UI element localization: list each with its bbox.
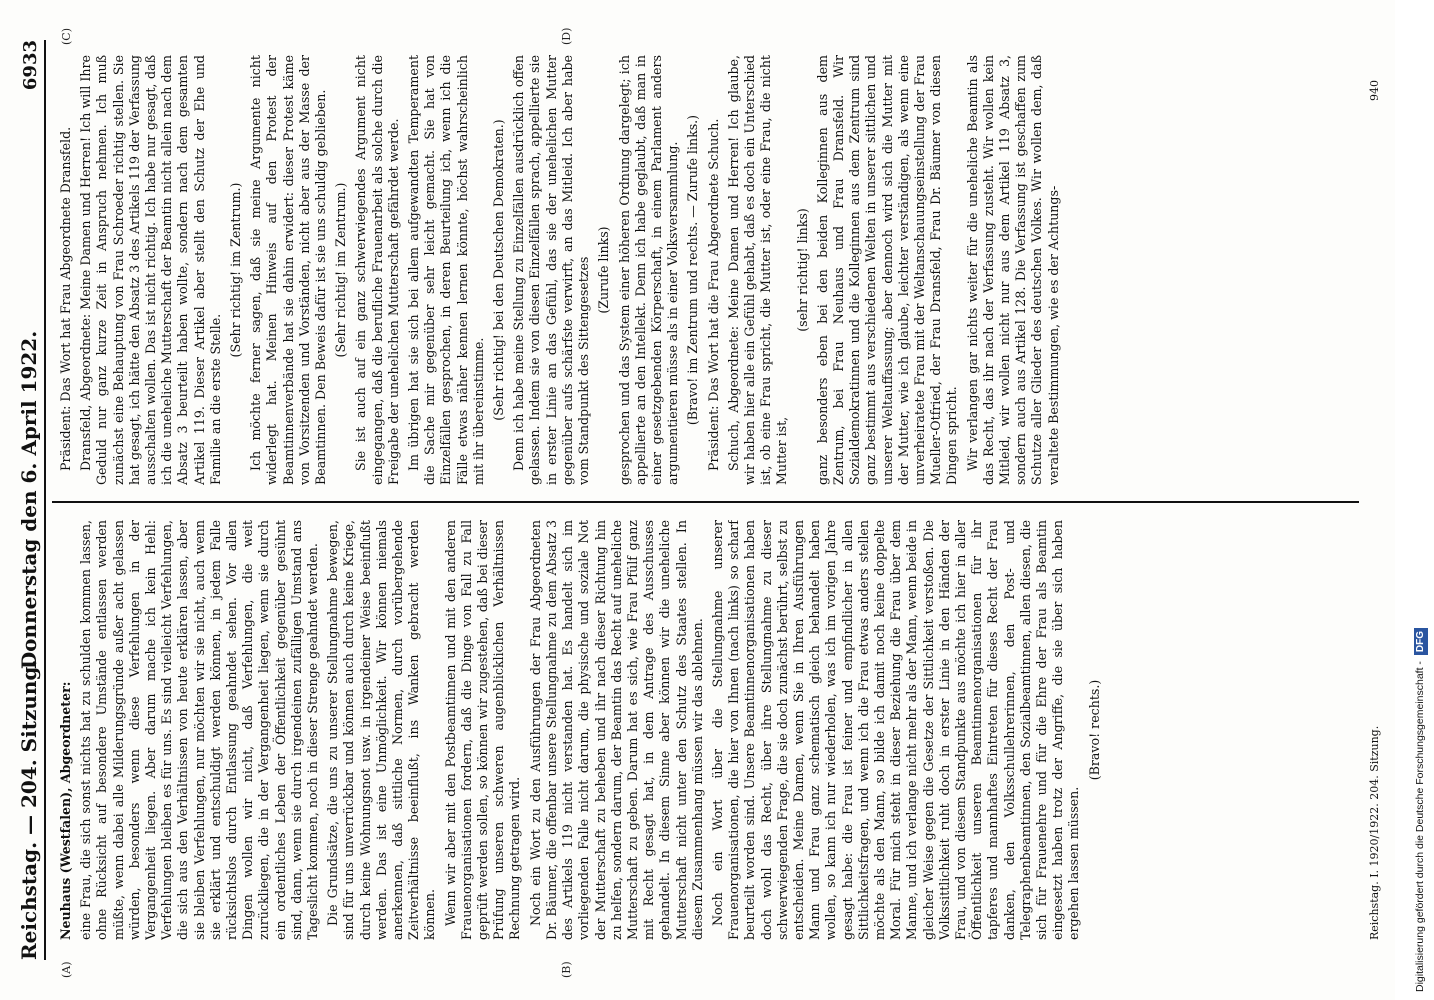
paragraph: Die Grundsätze, die uns zu unserer Stellungnahme bewegen, sind für uns unverrückbar und können auch durch keine Kriege, durch keine Wohnungsnot usw. in irgendeiner Weise beeinflußt werden. Das ist eine Unmöglichkeit. Wir können niemals anerkennen, daß sittliche Normen, durch vorübergehende Zeitverhältnisse beeinflußt, ins Wanken gebracht werden können.: [325, 520, 438, 940]
dfg-logo: DFG: [1414, 628, 1428, 655]
paragraph: Dransfeld, Abgeordnete: Meine Damen und Herren! Ich will Ihre Geduld nur ganz kurze Zeit in Anspruch nehmen. Ich muß zunächst eine Behauptung von Frau Schroeder richtig stellen. Sie hat gesagt, ich hätte den Absatz 3 des Artikels 119 der Verfassung ausschalten wollen. Das ist nicht richtig. Ich habe nur gesagt, daß ich die uneheliche Mutterschaft der Beamtin nicht allein nach dem Absatz 3 beurteilt haben wollte, sondern nach dem gesamten Artikel 119. Dieser Artikel aber stellt den Schutz der Ehe und Familie an die erste Stelle.: [78, 55, 223, 485]
paragraph: Denn ich habe meine Stellung zu Einzelfällen ausdrücklich offen gelassen. Indem sie von diesen Einzelfällen sprach, appellierte sie in erster Linie an das Gefühl, das sie der unehelichen Mutter gegenüber aufs schärfste verwirft, an das Mitleid. Ich aber habe vom Standpunkt des Sittengesetzes: [511, 55, 592, 485]
header-left: Reichstag. — 204. Sitzung.: [17, 659, 41, 960]
margin-mark-d: (D): [560, 27, 573, 45]
margin-mark-c: (C): [60, 28, 73, 45]
paragraph: Im übrigen hat sie sich bei allem aufgewandten Temperament die Sache mir gegenüber sehr leicht gemacht. Sie hat von Einzelfällen gesprochen, in deren Beurteilung ich, wenn ich die Fälle etwas näher kennen lernen könnte, höchst wahrscheinlich mit ihr übereinstimme.: [406, 55, 486, 485]
interjection: (Bravo! im Zentrum und rechts. — Zurufe links.): [685, 114, 701, 426]
page-number: 6933: [20, 40, 41, 91]
applause-note: (Bravo! rechts.): [1086, 679, 1102, 781]
paragraph: Noch ein Wort über die Stellungnahme unserer Frauenorganisationen, die hier von Ihnen (nach links) so scharf beurteilt worden sind. Unsere Beamtinnenorganisationen haben doch wohl das Recht, über ihre Stellungnahme zu dieser schwerwiegenden Frage, die sie doch zunächst berührt, selbst zu entscheiden. Meine Damen, wenn Sie in Ihren Ausführungen Mann und Frau ganz schematisch gleich behandelt haben wollen, so kann ich nur wiederholen, was ich im vorigen Jahre gesagt habe: die Frau ist feiner und empfindlicher in allen Sittlichkeitsfragen, und wenn ich die Frau etwas anders stellen möchte als den Mann, so bilde ich damit noch keine doppelte Moral. Für mich steht in dieser Beziehung die Frau über dem Manne, und ich verlange nicht mehr als der Mann, wenn beide in gleicher Weise gegen die Gesetze der Sittlichkeit verstoßen. Die Volkssittlichkeit ruht doch in erster Linie in den Händen der Frau, und von diesem Standpunkte aus möchte ich hier in aller Öffentlichkeit unseren Beamtinnenorganisationen für ihr tapferes und mannhaftes Eintreten für dieses Recht der Frau danken, den Volksschullehrerinnen, den Post- und Telegraphenbeamtinnen, den Sozialbeamtinnen, allen diesen, die sich für Frauenehre und für die Ehre der Frau als Beamtin eingesetzt haben trotz der Angriffe, die sie über sich haben ergehen lassen müssen.: [709, 520, 1082, 940]
paragraph: Schuch, Abgeordnete: Meine Damen und Herren! Ich glaube, wir haben hier alle ein Gefühl gehabt, daß es doch ein Unterschied ist, ob eine Frau spricht, die Mutter ist, oder eine Frau, die nicht Mutter ist,: [725, 55, 790, 485]
interjection: (Sehr richtig! im Zentrum.): [228, 182, 244, 358]
header-date: Donnerstag den 6. April 1922.: [17, 330, 41, 670]
interjection: (Sehr richtig! bei den Deutschen Demokraten.): [491, 119, 507, 421]
speaker-heading: Neuhaus (Westfalen), Abgeordneter:: [58, 681, 73, 940]
credit-text: Digitalisierung gefördert durch die Deutsche Forschungsgemeinschaft -: [1414, 661, 1426, 992]
paragraph: eine Frau, die sich sonst nichts hat zu schulden kommen lassen, ohne Rücksicht auf besondere Umstände entlassen werden müßte, wenn dabei alle Milderungsgründe außer acht gelassen würden, besonders wenn diese Verfehlungen in der Vergangenheit liegen. Aber darum mache ich kein Hehl: Verfehlungen bleiben es für uns. Es sind vielleicht Verfehlungen, die sich aus den Verhältnissen von heute erklären lassen, aber sie bleiben Verfehlungen, nur möchten wir sie nicht, auch wenn sie erklärt und entschuldigt werden können, in jedem Falle rücksichtslos durch Entlassung geahndet sehen. Vor allen Dingen wollen wir nicht, daß Verfehlungen, die weit zurückliegen, die in der Vergangenheit liegen, wenn sie durch ein ordentliches Leben der Öffentlichkeit gegenüber gesühnt sind, dann, wenn sie durch irgendeinen zufälligen Umstand ans Tageslicht kommen, noch in dieser Strenge geahndet werden.: [78, 520, 321, 940]
paragraph: Sie ist auch auf ein ganz schwerwiegendes Argument nicht eingegangen, daß die berufliche Frauenarbeit als solche durch die Freigabe der unehelichen Mutterschaft gefährdet werde.: [353, 55, 401, 485]
paragraph: Noch ein Wort zu den Ausführungen der Frau Abgeordneten Dr. Bäumer, die offenbar unsere Stellungnahme zu dem Absatz 3 des Artikels 119 nicht verstanden hat. Es handelt sich im vorliegenden Falle nicht darum, die physische und soziale Not der Mutterschaft zu beheben und ihr nach dieser Richtung hin zu helfen, sondern darum, der Beamtin das Recht auf uneheliche Mutterschaft zu geben. Darum hat es sich, wie Frau Pfülf ganz mit Recht gesagt hat, in dem Antrage des Ausschusses gehandelt. In diesem Sinne aber können wir die uneheliche Mutterschaft nicht unter den Schutz des Staates stellen. In diesem Zusammenhang müssen wir das ablehnen.: [527, 520, 705, 940]
paragraph: Wir verlangen gar nichts weiter für die uneheliche Beamtin als das Recht, das ihr nach der Verfassung zusteht. Wir wollen kein Mitleid, wir wollen nicht nur aus dem Artikel 119 Absatz 3, sondern auch aus Artikel 128. Die Verfassung ist geschaffen zum Schutze aller Glieder des deutschen Volkes. Wir wollen dem, daß veraltete Bestimmungen, wie es der Achtungs-: [964, 55, 1061, 485]
right-column: [58, 55, 1355, 485]
paragraph: Wenn wir aber mit den Postbeamtinnen und mit den anderen Frauenorganisationen fordern, daß die Dinge von Fall zu Fall geprüft werden sollen, so können wir zugestehen, daß bei dieser Prüfung unseren schweren augenblicklichen Verhältnissen Rechnung getragen wird.: [442, 520, 523, 940]
interjection: (Zurufe links): [596, 226, 612, 314]
paragraph: ganz besonders eben bei den beiden Kolleginnen aus dem Zentrum, bei Frau Neuhaus und Frau Dransfeld. Wir Sozialdemokratinnen und die Kolleginnen aus dem Zentrum sind ganz bestimmt aus verschiedenen Welten in unserer sittlichen und unserer Weltauffassung; aber dennoch wird sich die Mutter mit der Mutter, wie ich glaube, leichter verständigen, als wenn eine unverheiratete Frau mit der Weltanschauungseinstellung der Frau Mueller-Otfried, der Frau Dransfeld, Frau Dr. Bäumer von diesen Dingen spricht.: [814, 55, 960, 485]
footer-signature: Reichstag. I. 1920/1922. 204. Sitzung.: [1368, 725, 1381, 940]
margin-mark-b: (B): [560, 961, 573, 978]
paragraph: Präsident: Das Wort hat Frau Abgeordnete Dransfeld.: [58, 126, 73, 471]
margin-mark-a: (A): [60, 961, 73, 978]
paragraph: Ich möchte ferner sagen, daß sie meine Argumente nicht widerlegt hat. Meinen Hinweis auf den Protest der Beamtinnenverbände hat sie dahin erwidert: dieser Protest käme von Vorsitzenden und Vorständen, nicht aber aus der Masse der Beamtinnen. Den Beweis dafür ist sie uns schuldig geblieben.: [248, 55, 329, 485]
paragraph: Präsident: Das Wort hat die Frau Abgeordnete Schuch.: [705, 118, 721, 471]
footer-page-code: 940: [1368, 80, 1381, 101]
page-header: [10, 40, 46, 960]
left-column: [58, 520, 1355, 940]
paragraph: gesprochen und das System einer höheren Ordnung dargelegt; ich appellierte an den Intellekt. Denn ich habe geglaubt, daß man in einer gesetzgebenden Körperschaft, in einem Parlament anders argumentieren müsse als in einer Volksversammlung.: [616, 55, 681, 485]
interjection: (Sehr richtig! im Zentrum.): [333, 182, 349, 358]
digitization-credit: [1410, 8, 1430, 992]
interjection: (sehr richtig! links): [794, 208, 810, 332]
column-rule: [52, 501, 1359, 503]
